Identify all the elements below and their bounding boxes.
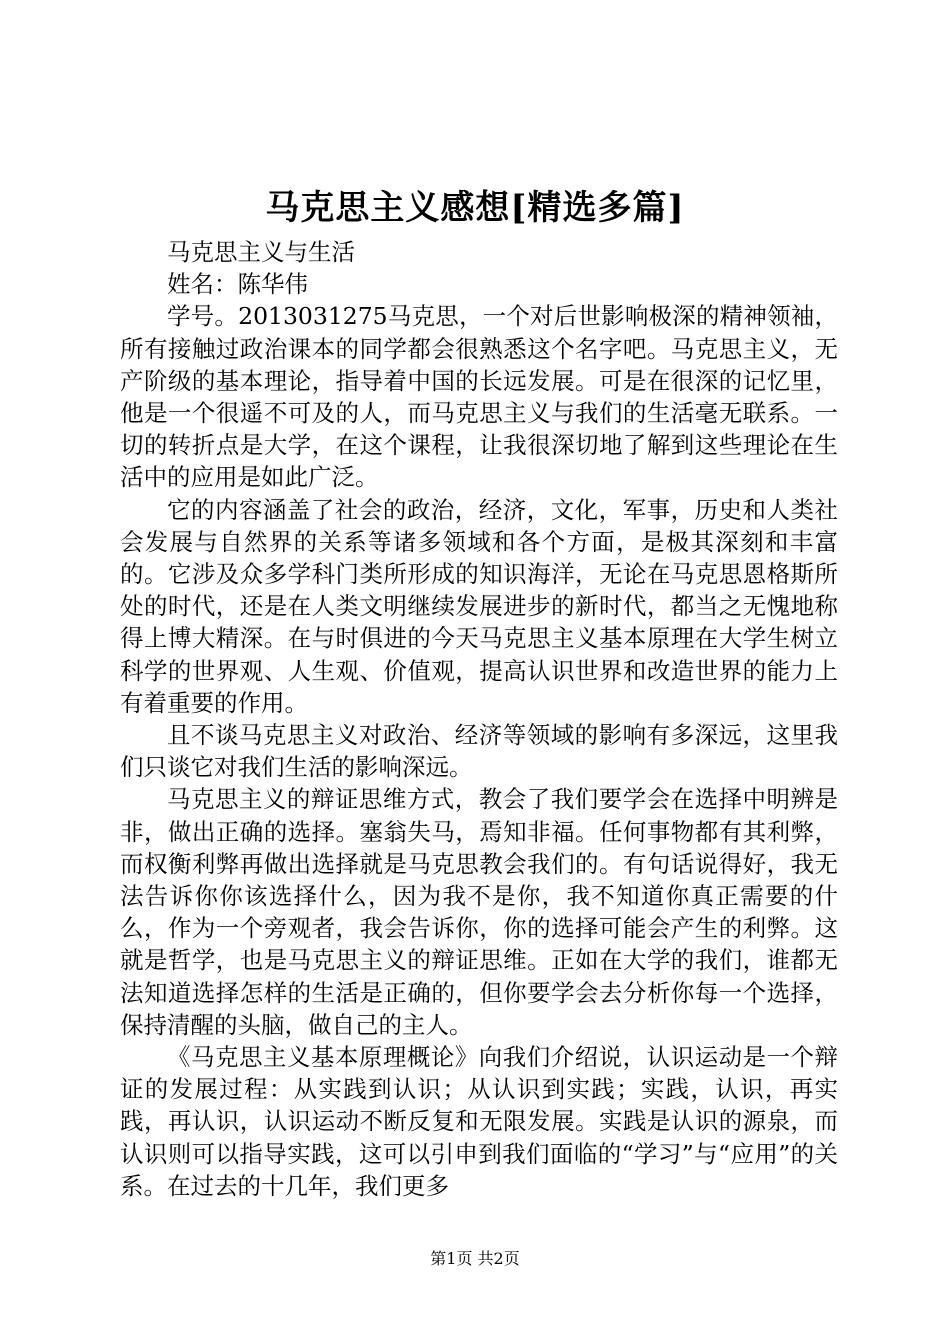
paragraph-content-scope: 它的内容涵盖了社会的政治，经济，文化，军事，历史和人类社会发展与自然界的关系等诸多领域和各个方面，是极其深刻和丰富的。它涉及众多学科门类所形成的知识海洋，无论在马克思恩格斯所处的时代，还是在人类文明继续发展进步的新时代，都当之无愧地称得上博大精深。在与时俱进的今天马克思主义基本原理在大学生树立科学的世界观、人生观、价值观，提高认识世界和改造世界的能力上有着重要的作用。: [120, 495, 838, 717]
paragraph-author-name: 姓名：陈华伟: [167, 270, 308, 299]
document-body: [120, 236, 838, 1202]
paragraph-subtitle: 马克思主义与生活: [167, 238, 355, 266]
paragraph-practice-cognition: 《马克思主义基本原理概论》向我们介绍说，认识运动是一个辩证的发展过程：从实践到认识；从认识到实践；实践，认识，再实践，再认识，认识运动不断反复和无限发展。实践是认识的源泉，而认识则可以指导实践，这可以引申到我们面临的“学习”与“应用”的关系。在过去的十几年，我们更多: [120, 1043, 838, 1200]
page-number-footer: 第1页 共2页: [430, 1249, 520, 1268]
paragraph-dialectical-thinking: 马克思主义的辩证思维方式，教会了我们要学会在选择中明辨是非，做出正确的选择。塞翁失马，焉知非福。任何事物都有其利弊，而权衡利弊再做出选择就是马克思教会我们的。有句话说得好，我无法告诉你你该选择什么，因为我不是你，我不知道你真正需要的什么，作为一个旁观者，我会告诉你，你的选择可能会产生的利弊。这就是哲学，也是马克思主义的辩证思维。正如在大学的我们，谁都无法知道选择怎样的生活是正确的，但你要学会去分析你每一个选择，保持清醒的头脑，做自己的主人。: [120, 785, 838, 1039]
document-title: 马克思主义感想[精选多篇]: [265, 188, 685, 228]
paragraph-intro: 学号。2013031275马克思，一个对后世影响极深的精神领袖，所有接触过政治课本的同学都会很熟悉这个名字吧。马克思主义，无产阶级的基本理论，指导着中国的长远发展。可是在很深的记忆里，他是一个很遥不可及的人，而马克思主义与我们的生活毫无联系。一切的转折点是大学，在这个课程，让我很深切地了解到这些理论在生活中的应用是如此广泛。: [120, 302, 838, 492]
paragraph-life-impact: 且不谈马克思主义对政治、经济等领域的影响有多深远，这里我们只谈它对我们生活的影响深远。: [120, 721, 838, 782]
